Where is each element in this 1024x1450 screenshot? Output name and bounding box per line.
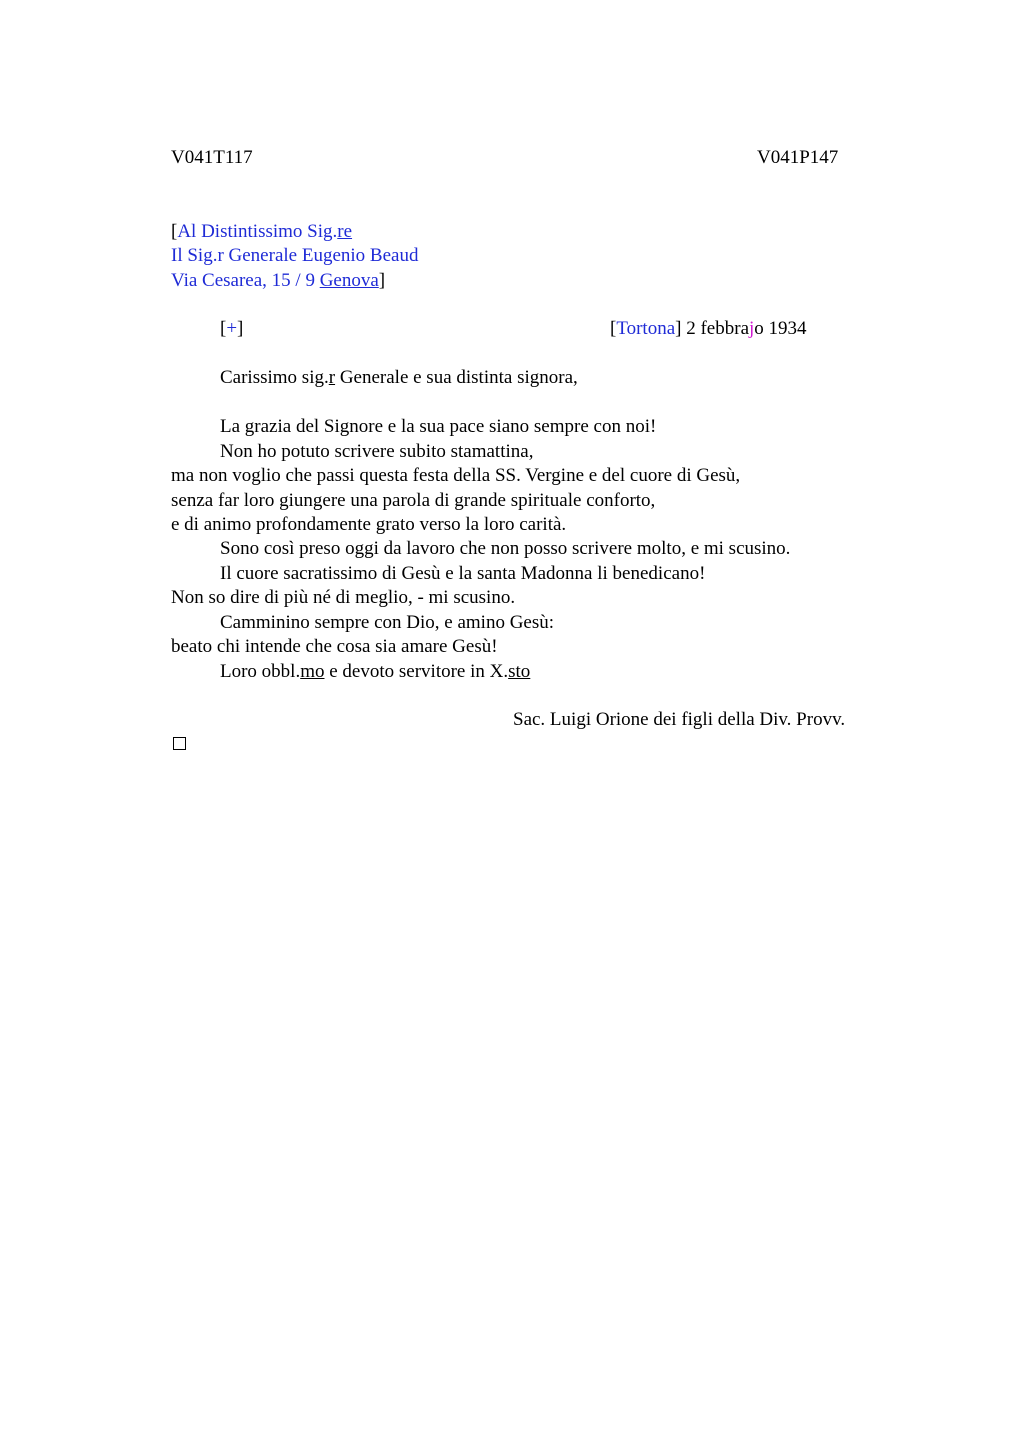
body-line: Camminino sempre con Dio, e amino Gesù: xyxy=(220,612,555,633)
dateline-place: Tortona xyxy=(616,318,676,339)
address-line-2: Il Sig.r Generale Eugenio Beaud xyxy=(171,245,419,266)
dateline-letter-j: j xyxy=(749,318,755,339)
address-line-1 xyxy=(171,220,352,244)
body-line: Non ho potuto scrivere subito stamattina, xyxy=(220,441,534,462)
address-recipient-title: Al Distintissimo Sig. xyxy=(177,221,338,242)
address-title-superscript: re xyxy=(337,221,353,242)
dateline: [Tortona] 2 febbrajo 1934 xyxy=(610,318,807,339)
cross-mark: [+] xyxy=(220,318,244,339)
body-line: Non so dire di più né di meglio, - mi scusino. xyxy=(171,587,516,608)
closing-line: Loro obbl.mo e devoto servitore in X.sto xyxy=(220,661,531,682)
cross-symbol: + xyxy=(226,318,238,339)
address-line-3 xyxy=(171,269,385,293)
address-close-bracket: ] xyxy=(378,270,386,291)
address-street: Via Cesarea, 15 / 9 xyxy=(171,270,320,291)
body-line: Il cuore sacratissimo di Gesù e la santa Madonna li benedicano! xyxy=(220,563,706,584)
body-line: beato chi intende che cosa sia amare Gesù! xyxy=(171,636,498,657)
body-line: ma non voglio che passi questa festa della SS. Vergine e del cuore di Gesù, xyxy=(171,465,741,486)
body-line: senza far loro giungere una parola di grande spirituale conforto, xyxy=(171,490,656,511)
address-open-bracket: [ xyxy=(171,221,178,242)
body-line: La grazia del Signore e la sua pace siano sempre con noi! xyxy=(220,416,657,437)
end-of-document-box-icon xyxy=(173,737,186,750)
document-code-left: V041T117 xyxy=(171,147,253,168)
salutation: Carissimo sig.r Generale e sua distinta signora, xyxy=(220,367,578,388)
body-line: e di animo profondamente grato verso la loro carità. xyxy=(171,514,567,535)
document-code-right: V041P147 xyxy=(757,147,839,168)
body-line: Sono così preso oggi da lavoro che non posso scrivere molto, e mi scusino. xyxy=(220,538,791,559)
address-city: Genova xyxy=(319,270,379,291)
signature: Sac. Luigi Orione dei figli della Div. Provv. xyxy=(513,709,846,730)
